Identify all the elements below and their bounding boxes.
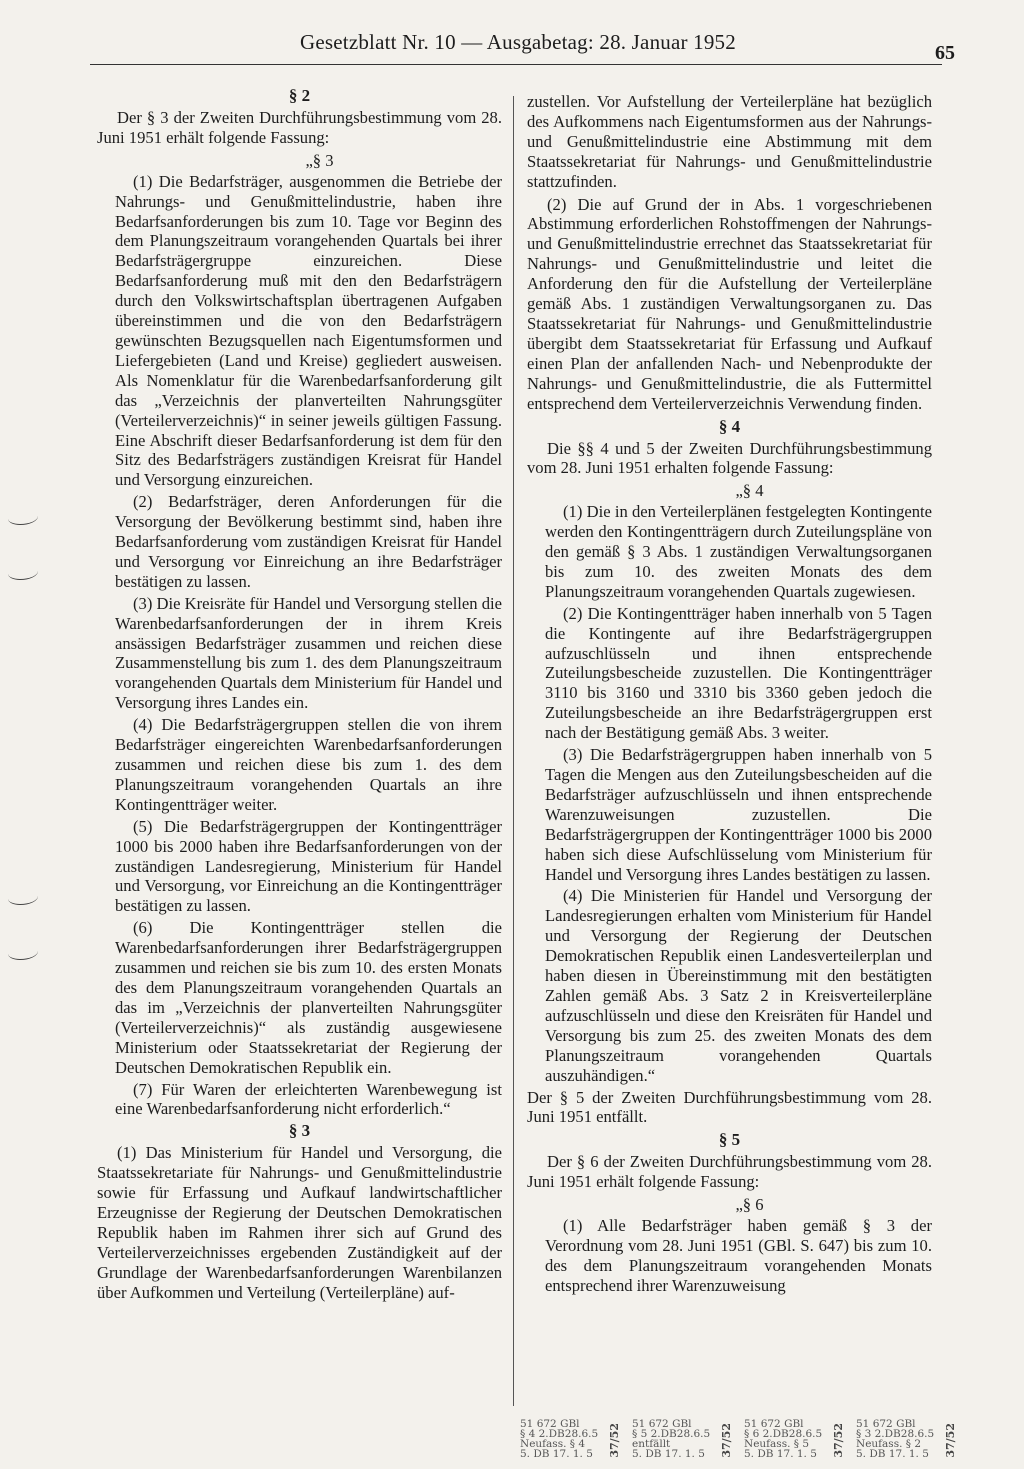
paragraph: (1) Das Ministerium für Handel und Versorgung, die Staatssekretariate für Nahrungs- und Genußmittelindustrie sowie für Erfassung und Aufkauf landwirtschaftlicher Erzeugnisse der Regierung der Deutschen Demokratischen Republik haben im Rahmen ihrer sich auf Grund des Verteilerverzeichnisses ergebenden Zuständigkeit auf der Grundlage der Warenbedarfsanforderungen Warenbilanzen über Aufkommen und Verteilung (Verteilerpläne) auf- [97, 1143, 502, 1302]
stamp-line: 51 672 GBl [520, 1418, 580, 1430]
page-number: 65 [935, 42, 955, 64]
stamp-line: Neufass. § 4 [520, 1438, 586, 1450]
amendment-stamp [520, 1419, 620, 1459]
column-divider [513, 96, 514, 1406]
stamp-side-number: 37/52 [944, 1423, 957, 1458]
stamp-side-number: 37/52 [832, 1423, 845, 1458]
section-heading: § 4 [718, 416, 741, 436]
stamp-line: Neufass. § 5 [744, 1438, 810, 1450]
page-header [0, 30, 1024, 62]
paragraph: Die §§ 4 und 5 der Zweiten Durchführungsbestimmung vom 28. Juni 1951 erhalten folgende Fassung: [527, 438, 932, 478]
subsection: (3) Die Bedarfsträgergruppen haben innerhalb von 5 Tagen die Mengen aus den Zuteilungsbescheiden auf die Bedarfsträger aufzuschlüsseln und ihnen entsprechende Warenzuweisungen zuzustellen. Die Bedarfsträgergruppen der Kontingentträger 1000 bis 2000 haben sich diese Aufschlüsselung vom Ministerium für Handel und Versorgung ihres Landes bestätigen zu lassen. [545, 745, 932, 884]
stamp-line: § 3 2.DB28.6.5 [856, 1428, 935, 1440]
stamp-line: entfällt [632, 1438, 671, 1450]
subsection: (7) Für Waren der erleichterten Warenbewegung ist eine Warenbedarfsanforderung nicht erforderlich.“ [115, 1079, 502, 1119]
stamp-line: 5. DB 17. 1. 5 [744, 1448, 817, 1460]
section-heading: § 5 [718, 1130, 741, 1150]
stamp-line: § 4 2.DB28.6.5 [520, 1428, 599, 1440]
quoted-section-heading: „§ 3 [305, 150, 334, 170]
paragraph: (2) Die auf Grund der in Abs. 1 vorgeschriebenen Abstimmung erforderlichen Rohstoffmengen der Nahrungs- und Genußmittelindustrie errechnet das Staatssekretariat für Nahrungs- und Genußmittelindustrie und leitet die Anforderung den für die Aufstellung der Verteilerpläne gemäß Abs. 1 zuständigen Verwaltungsorganen zu. Das Staatssekretariat für Nahrungs- und Genußmittelindustrie übergibt dem Staatssekretariat für Erfassung und Aufkauf einen Plan der anfallenden Nach- und Nebenprodukte der Nahrungs- und Genußmittelindustrie, die als Futtermittel entsprechend dem Verteilerverzeichnis Verwendung finden. [527, 194, 932, 413]
margin-check-mark [8, 510, 38, 525]
header-rule [90, 64, 942, 65]
amendment-stamp [632, 1419, 732, 1459]
stamp-side-number: 37/52 [608, 1423, 621, 1458]
stamp-line: 5. DB 17. 1. 5 [856, 1448, 929, 1460]
stamp-line: 5. DB 17. 1. 5 [632, 1448, 705, 1460]
left-column [97, 84, 502, 1306]
subsection: (1) Alle Bedarfsträger haben gemäß § 3 der Verordnung vom 28. Juni 1951 (GBl. S. 647) bis zum 10. des dem Planungszeitraum vorangehenden Monats entsprechend ihrer Warenzuweisung [545, 1216, 932, 1295]
section-heading: § 3 [288, 1121, 311, 1141]
stamp-line: 5. DB 17. 1. 5 [520, 1448, 593, 1460]
section-heading: § 2 [288, 86, 311, 105]
subsection: (4) Die Ministerien für Handel und Versorgung der Landesregierungen erhalten vom Ministerium für Handel und Versorgung der Regierung der Deutschen Demokratischen Republik einen Landesverteilerplan und haben diesen in Übereinstimmung mit den bestätigten Zahlen gemäß Abs. 3 Satz 2 in Kreisverteilerpläne aufzuschlüsseln und diese den Kreisräten für Handel und Versorgung bis zum 25. des zweiten Monats des dem Planungszeitraum vorangehenden Quartals auszuhändigen.“ [545, 886, 932, 1085]
paragraph: zustellen. Vor Aufstellung der Verteilerpläne hat bezüglich des Aufkommens nach Eigentumsformen aus der Nahrungs- und Genußmittelindustrie eine Abstimmung mit dem Staatssekretariat für Nahrungs- und Genußmittelindustrie stattzufinden. [527, 92, 932, 191]
subsection: (2) Bedarfsträger, deren Anforderungen für die Versorgung der Bevölkerung bestimmt sind, haben ihre Bedarfsanforderung vom zuständigen Kreisrat für Handel und Versorgung vor Einreichung an ihre Bedarfsträger bestätigen zu lassen. [115, 492, 502, 591]
subsection: (1) Die Bedarfsträger, ausgenommen die Betriebe der Nahrungs- und Genußmittelindustrie, haben ihre Bedarfsanforderungen bis zum 10. Tage vor Beginn des dem Planungszeitraum vorangehenden Quartals bei ihrer Bedarfsträgergruppe einzureichen. Diese Bedarfsanforderung muß mit den den Bedarfsträgern durch den Volkswirtschaftsplan übertragenen Aufgaben übereinstimmen und die von den Bedarfsträgern gewünschten Bezugsquellen nach Eigentumsformen und Liefergebieten (Land und Kreise) gegliedert ausweisen. Als Nomenklatur für die Warenbedarfsanforderung gilt das „Verzeichnis der planverteilten Nahrungsgüter (Verteilerverzeichnis)“ in seiner jeweils gültigen Fassung. Eine Abschrift dieser Bedarfsanforderung ist dem für den Sitz des Bedarfsträgers zuständigen Kreisrat für Handel und Versorgung einzureichen. [115, 171, 502, 490]
subsection: (6) Die Kontingentträger stellen die Warenbedarfsanforderungen ihrer Bedarfsträgergruppen zusammen und reichen sie bis zum 10. des ersten Monats des dem Planungszeitraum vorangehenden Quartals an das im „Verzeichnis der planverteilten Nahrungsgüter (Verteilerverzeichnis)“ als zuständig ausgewiesene Ministerium oder Staatssekretariat der Regierung der Deutschen Demokratischen Republik ein. [115, 918, 502, 1077]
amendment-stamp [744, 1419, 844, 1459]
subsection: (2) Die Kontingentträger haben innerhalb von 5 Tagen die Kontingente auf ihre Bedarfsträgergruppen aufzuschlüsseln und ihnen entsprechende Zuteilungsbescheide zuzustellen. Die Kontingentträger 3110 bis 3160 und 3310 bis 3360 geben jedoch die Zuteilungsbescheide an ihre Bedarfsträgergruppen erst nach der Bestätigung gemäß Abs. 3 weiter. [545, 603, 932, 743]
stamp-line: § 6 2.DB28.6.5 [744, 1428, 823, 1440]
paragraph: Der § 3 der Zweiten Durchführungsbestimmung vom 28. Juni 1951 erhält folgende Fassung: [97, 108, 502, 147]
subsection: (4) Die Bedarfsträgergruppen stellen die von ihrem Bedarfsträger eingereichten Warenbedarfsanforderungen zusammen und reichen diese bis zum 1. des dem Planungszeitraum vorangehenden Quartals an ihre Kontingentträger weiter. [115, 715, 502, 814]
stamp-line: 51 672 GBl [856, 1418, 916, 1430]
margin-check-mark [8, 565, 38, 580]
paragraph: Der § 6 der Zweiten Durchführungsbestimmung vom 28. Juni 1951 erhält folgende Fassung: [527, 1152, 932, 1192]
stamp-side-number: 37/52 [720, 1423, 733, 1458]
stamp-line: 51 672 GBl [744, 1418, 804, 1430]
quoted-section-heading: „§ 4 [735, 481, 764, 501]
amendment-stamp [856, 1419, 956, 1459]
margin-check-mark [8, 890, 38, 905]
right-column [527, 92, 932, 1298]
paragraph: Der § 5 der Zweiten Durchführungsbestimmung vom 28. Juni 1951 entfällt. [527, 1087, 932, 1127]
margin-check-mark [8, 945, 38, 960]
subsection: (5) Die Bedarfsträgergruppen der Kontingentträger 1000 bis 2000 haben ihre Bedarfsanforderungen von der zuständigen Landesregierung, Ministerium für Handel und Versorgung, vor Einreichung an die Kontingentträger bestätigen zu lassen. [115, 816, 502, 916]
stamp-line: Neufass. § 2 [856, 1438, 922, 1450]
stamp-line: § 5 2.DB28.6.5 [632, 1428, 711, 1440]
stamp-line: 51 672 GBl [632, 1418, 692, 1430]
quoted-section-heading: „§ 6 [735, 1195, 764, 1215]
amendment-stamps [520, 1419, 980, 1459]
gazette-title: Gesetzblatt Nr. 10 — Ausgabetag: 28. Januar 1952 [300, 30, 736, 54]
subsection: (3) Die Kreisräte für Handel und Versorgung stellen die Warenbedarfsanforderungen der in ihrem Kreis ansässigen Bedarfsträger zusammen und reichen diese Zusammenstellung bis zum 1. des dem Planungszeitraum vorangehenden Quartals dem Ministerium für Handel und Versorgung ihres Landes ein. [115, 593, 502, 713]
subsection: (1) Die in den Verteilerplänen festgelegten Kontingente werden den Kontingentträgern durch Zuteilungspläne von den gemäß § 3 Abs. 1 zuständigen Verwaltungsorganen bis zum 10. des zweiten Monats des dem Planungszeitraum vorangehenden Quartals zugewiesen. [545, 502, 932, 601]
